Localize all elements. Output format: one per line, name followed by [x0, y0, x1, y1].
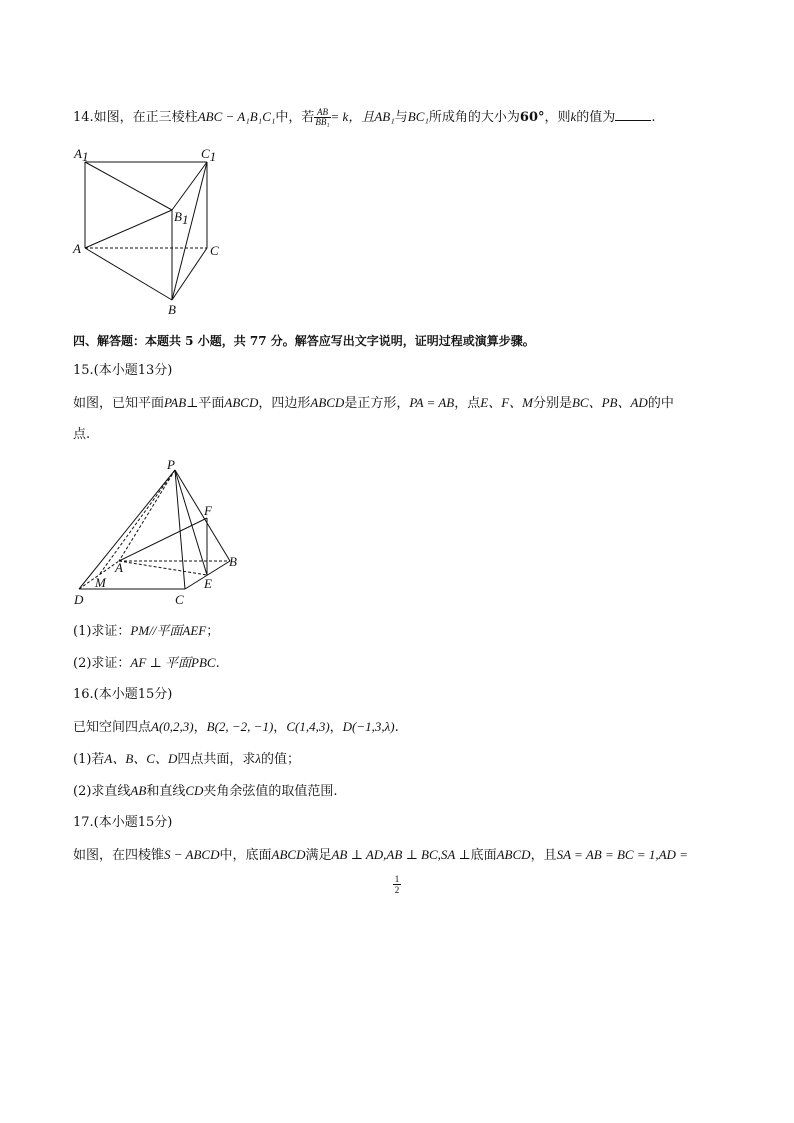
fraction-half: [0, 874, 794, 895]
label-c: C: [175, 592, 184, 607]
q16-end: .: [394, 720, 399, 735]
q16-p2b: 和直线: [146, 784, 186, 799]
q14-frac-den: BB₁: [315, 117, 330, 127]
label-a: A: [73, 241, 81, 256]
q14-k: k: [570, 109, 577, 124]
q16-sep: ，: [193, 720, 207, 735]
section4-heading: 四、解答题：本题共 5 小题，共 77 分。解答应写出文字说明，证明过程或演算步骤。: [73, 334, 535, 348]
q16-l1a: 已知空间四点: [73, 720, 152, 735]
fraction-den: 2: [394, 885, 400, 895]
label-e: E: [204, 576, 212, 591]
q16-pts: A、B、C、D: [104, 751, 178, 766]
q17-l1c: 满足: [305, 848, 332, 863]
pyramid-figure: [70, 455, 250, 610]
q16-p2a: (2)求直线: [73, 784, 131, 799]
label-f: F: [204, 503, 212, 518]
q15-l1c: 是正方形，: [344, 396, 410, 411]
q15-line1: [73, 394, 734, 413]
q15-l1f: 的中: [647, 396, 674, 411]
label-c1: C1: [201, 146, 217, 164]
q15-line2: 点.: [73, 427, 91, 442]
q15-perp1: ⊥平面: [186, 396, 225, 411]
q17-line1: [73, 846, 734, 865]
q16-p1b: 四点共面，求: [177, 752, 256, 767]
q15-p1a: (1)求证：: [73, 624, 131, 639]
q14-mid2: 所成角的大小为: [428, 110, 520, 125]
q15-efm: E、F、M: [480, 395, 533, 410]
label-b1: B1: [174, 209, 189, 227]
q16-line1: [73, 718, 734, 737]
q15-p2a: (2)求证：: [73, 656, 131, 671]
q16-sep: ，: [329, 720, 343, 735]
q16-pd: D(−1,3,λ): [342, 719, 395, 734]
label-c: C: [210, 243, 219, 258]
q17-abcd2: ABCD: [496, 847, 531, 862]
q17-l1a: 如图，在四棱锥: [73, 848, 165, 863]
q15-p2b: .: [215, 656, 220, 671]
answer-blank: [615, 108, 651, 121]
q14-prism: ABC − A₁B₁C₁: [197, 109, 276, 124]
q17-abcd: ABCD: [271, 847, 306, 862]
q14-frac-num: AB: [314, 108, 330, 118]
q15-p2m: AF ⊥ 平面PBC: [130, 655, 216, 670]
label-b: B: [229, 554, 237, 569]
q14-text: [73, 108, 734, 127]
q14-seg2: BC₁: [407, 109, 429, 124]
q14-prefix: 14.如图，在正三棱柱: [73, 110, 198, 125]
q15-part1: [73, 622, 734, 641]
label-a1: A1: [74, 146, 89, 164]
q17-eq: SA = AB = BC = 1,AD =: [556, 847, 688, 862]
q15-abcd: ABCD: [224, 395, 259, 410]
q16-part2: [73, 782, 734, 801]
q16-pb: B(2, −2, −1): [206, 719, 274, 734]
label-m: M: [95, 575, 106, 590]
q14-eq: = k，且: [330, 109, 375, 124]
q17-pyr: S − ABCD: [164, 847, 220, 862]
q16-p1a: (1)若: [73, 752, 105, 767]
q16-ab: AB: [130, 783, 147, 798]
q15-header: 15.(本小题13分): [73, 363, 173, 378]
q14-fraction: [314, 108, 330, 127]
label-d: D: [74, 592, 84, 607]
q15-mids: BC、PB、AD: [571, 395, 648, 410]
q16-sep: ，: [273, 720, 287, 735]
q15-part2: [73, 654, 734, 673]
q15-l1b: ，四边形: [258, 396, 311, 411]
label-a: A: [115, 560, 123, 575]
q15-l1d: ，点: [454, 396, 481, 411]
q16-pa: A(0,2,3): [151, 719, 194, 734]
fraction-num: 1: [394, 874, 400, 884]
q14-end2: 的值为: [576, 110, 616, 125]
q14-angle: 60°: [519, 110, 545, 125]
q14-end1: ，则: [544, 110, 571, 125]
q14-seg1: AB₁: [374, 109, 395, 124]
q17-header: 17.(本小题15分): [73, 815, 173, 830]
q16-p2c: 夹角余弦值的取值范围.: [203, 784, 338, 799]
label-b: B: [168, 302, 176, 317]
q16-p1c: 的值；: [261, 752, 301, 767]
q15-p1b: ；: [206, 624, 220, 639]
q15-l1a: 如图，已知平面: [73, 396, 165, 411]
q17-cond: AB ⊥ AD,AB ⊥ BC,SA ⊥: [331, 847, 471, 862]
q16-pc: C(1,4,3): [286, 719, 330, 734]
label-p: P: [167, 457, 175, 472]
q15-paab: PA = AB: [409, 395, 455, 410]
q15-abcd2: ABCD: [310, 395, 345, 410]
q14-mid1: 中，若: [275, 110, 315, 125]
q16-cd: CD: [185, 783, 204, 798]
prism-figure: [70, 145, 230, 320]
q15-l1e: 分别是: [532, 396, 572, 411]
q16-header: 16.(本小题15分): [73, 687, 173, 702]
q14-end3: .: [651, 110, 656, 125]
q15-p1m: PM//平面AEF: [130, 623, 207, 638]
q17-l1e: ，且: [530, 848, 557, 863]
q17-l1b: 中，底面: [219, 848, 272, 863]
q15-pab: PAB: [164, 395, 187, 410]
q14-yu: 与: [394, 110, 408, 125]
q16-lam: λ: [255, 751, 262, 766]
q17-l1d: 底面: [470, 848, 497, 863]
q16-part1: [73, 750, 734, 769]
